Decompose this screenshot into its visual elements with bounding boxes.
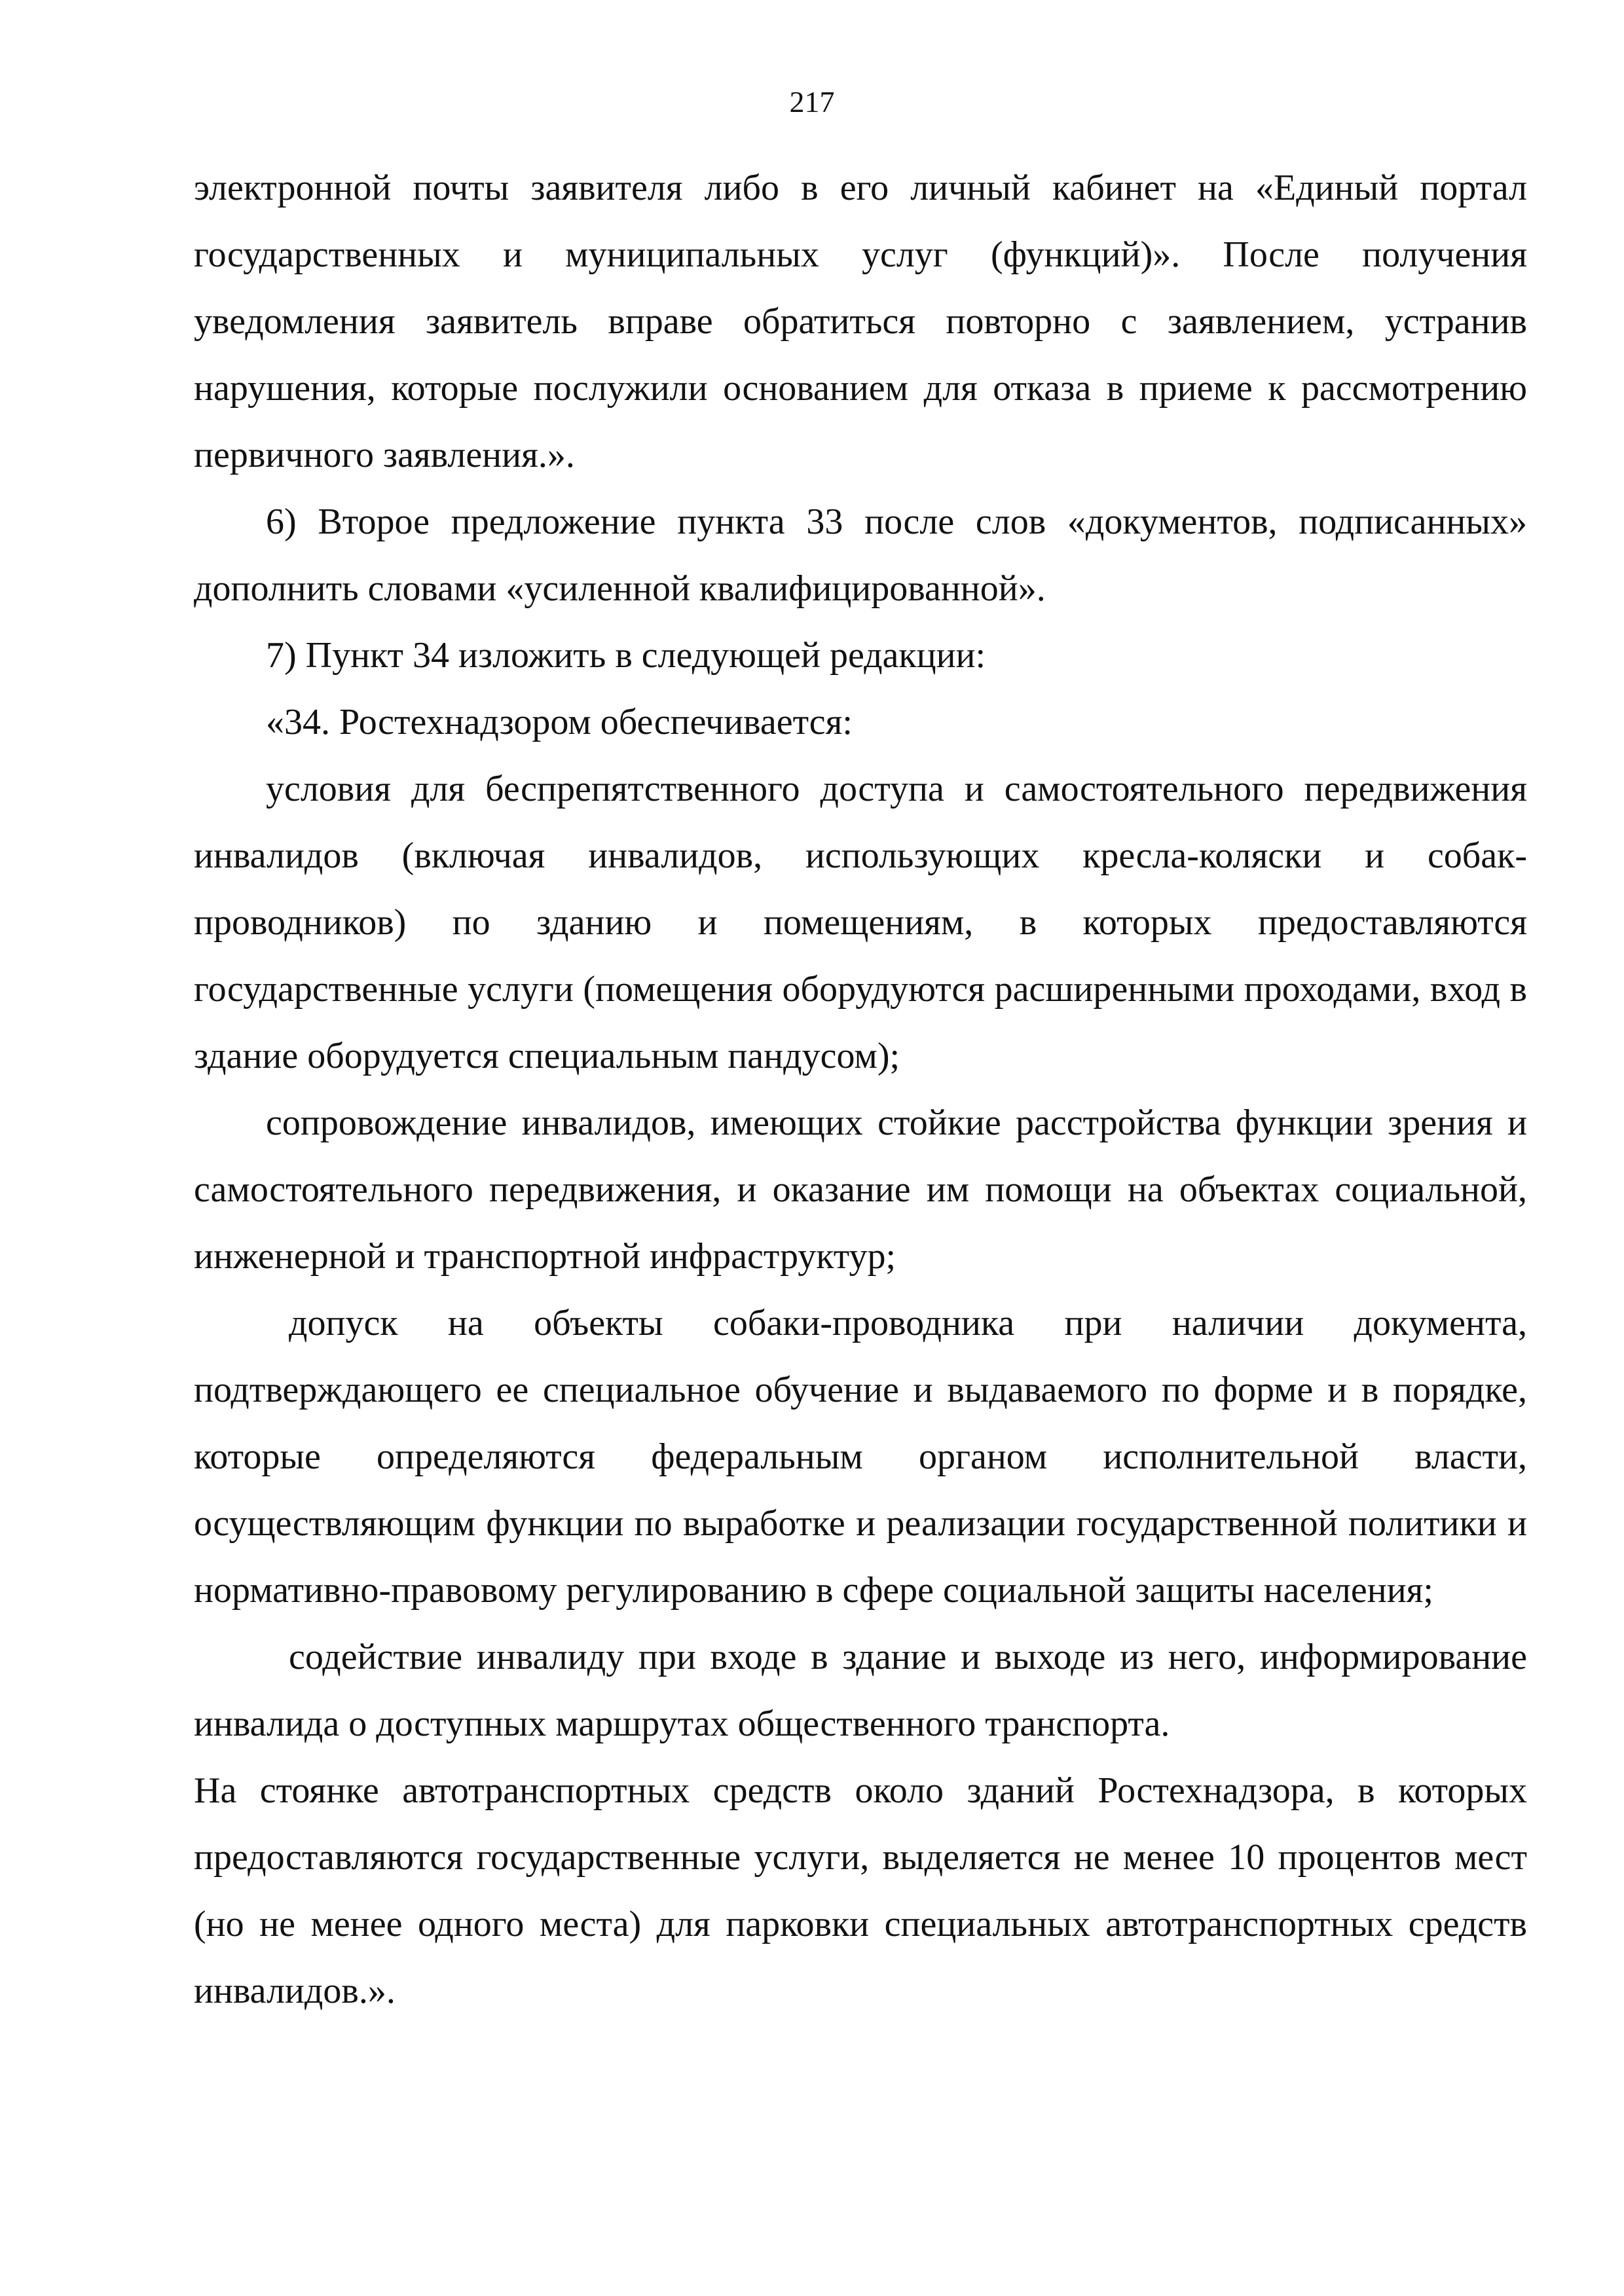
- paragraph-accessibility-conditions: условия для беспрепятственного доступа и самостоятельного передвижения инвалидов (включая инвалидов, использующих кресла-коляски и собак-проводников) по зданию и помещениям, в которых предоставляются государственные услуги (помещения оборудуются расширенными проходами, вход в здание оборудуется специальным пандусом);: [194, 769, 1527, 1076]
- paragraph-escort: сопровождение инвалидов, имеющих стойкие расстройства функции зрения и самостоятельного передвижения, и оказание им помощи на объектах социальной, инженерной и транспортной инфраструктур;: [194, 1102, 1527, 1277]
- paragraph-continuation: электронной почты заявителя либо в его личный кабинет на «Единый портал государственных и муниципальных услуг (функций)». После получения уведомления заявитель вправе обратиться повторно с заявлением, устранив нарушения, которые послужили основанием для отказа в приеме к рассмотрению первичного заявления.».: [194, 168, 1527, 475]
- paragraph-assistance: содействие инвалиду при входе в здание и выходе из него, информирование инвалида о доступных маршрутах общественного транспорта.: [194, 1637, 1527, 1744]
- paragraph-item-7: 7) Пункт 34 изложить в следующей редакции:: [266, 635, 986, 676]
- paragraph-item-6: 6) Второе предложение пункта 33 после слов «документов, подписанных» дополнить словами «усиленной квалифицированной».: [194, 501, 1527, 609]
- paragraph-parking: На стоянке автотранспортных средств около зданий Ростехнадзора, в которых предоставляются государственные услуги, выделяется не менее 10 процентов мест (но не менее одного места) для парковки специальных автотранспортных средств инвалидов.».: [194, 1770, 1527, 2011]
- paragraph-clause-34: «34. Ростехнадзором обеспечивается:: [266, 702, 853, 742]
- paragraph-guide-dogs: допуск на объекты собаки-проводника при наличии документа, подтверждающего ее специальное обучение и выдаваемого по форме и в порядке, которые определяются федеральным органом исполнительной власти, осуществляющим функции по выработке и реализации государственной политики и нормативно-правовому регулированию в сфере социальной защиты населения;: [194, 1303, 1527, 1611]
- page-number: 217: [789, 85, 835, 118]
- document-body: [194, 155, 1527, 2024]
